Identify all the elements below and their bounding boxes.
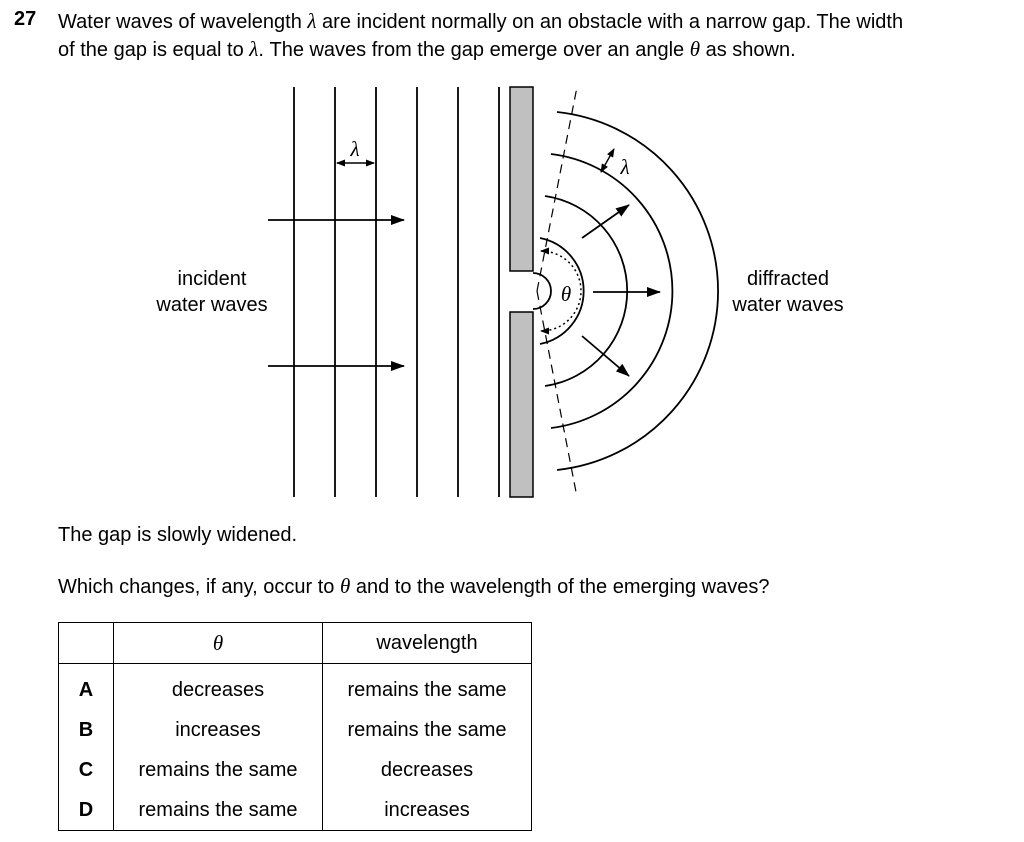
option-row-d[interactable]: [59, 790, 532, 831]
diffracted-wavefront: [557, 112, 718, 470]
option-letter: D: [59, 790, 114, 831]
option-letter: B: [59, 710, 114, 750]
header-blank: [59, 623, 114, 664]
diffracted-label-line2: water waves: [732, 294, 844, 316]
wavelength-indicator-diffracted: [601, 149, 614, 172]
option-theta: remains the same: [114, 750, 323, 790]
option-theta: increases: [114, 710, 323, 750]
lambda-label-diffracted: λ: [620, 155, 630, 179]
option-wavelength: remains the same: [323, 664, 532, 711]
stem-line-1: Water waves of wavelength λ are incident normally on an obstacle with a narrow gap. The width: [58, 9, 904, 33]
lambda-symbol: λ: [307, 9, 317, 33]
diffraction-diagram: [0, 80, 1024, 500]
incident-wavefronts: [294, 87, 499, 497]
options-table: [58, 622, 532, 831]
incident-label-line2: water waves: [156, 294, 268, 316]
diffracted-arrow: [582, 205, 629, 238]
diffracted-label-line1: diffracted: [747, 268, 829, 290]
diffracted-wavefront: [545, 196, 627, 386]
option-wavelength: remains the same: [323, 710, 532, 750]
option-theta: decreases: [114, 664, 323, 711]
barrier-upper: [510, 87, 533, 271]
option-row-c[interactable]: [59, 750, 532, 790]
option-wavelength: increases: [323, 790, 532, 831]
question-prompt: Which changes, if any, occur to θ and to the wavelength of the emerging waves?: [58, 574, 770, 598]
option-letter: A: [59, 664, 114, 711]
theta-symbol: θ: [689, 37, 701, 61]
diffracted-arrow: [582, 336, 629, 376]
table-header-row: [59, 623, 532, 664]
incident-label-line1: incident: [177, 268, 247, 290]
barrier-lower: [510, 312, 533, 497]
theta-label: θ: [560, 282, 572, 306]
boundary-dashed-line: [537, 291, 577, 497]
option-wavelength: decreases: [323, 750, 532, 790]
question-number: 27: [14, 8, 37, 30]
header-theta: θ: [114, 623, 323, 664]
option-row-b[interactable]: [59, 710, 532, 750]
gap-widened-text: The gap is slowly widened.: [58, 524, 298, 546]
stem-line-2: of the gap is equal to λ. The waves from the gap emerge over an angle θ as shown.: [58, 37, 796, 61]
gap-wavefront: [533, 273, 551, 309]
lambda-symbol: λ: [249, 37, 259, 61]
option-theta: remains the same: [114, 790, 323, 831]
header-wavelength: wavelength: [323, 623, 532, 664]
question-stem: [58, 8, 1008, 64]
boundary-dashed-line: [537, 87, 577, 291]
option-letter: C: [59, 750, 114, 790]
lambda-label-incident: λ: [350, 137, 360, 161]
theta-symbol: θ: [339, 574, 351, 598]
option-row-a[interactable]: [59, 664, 532, 711]
